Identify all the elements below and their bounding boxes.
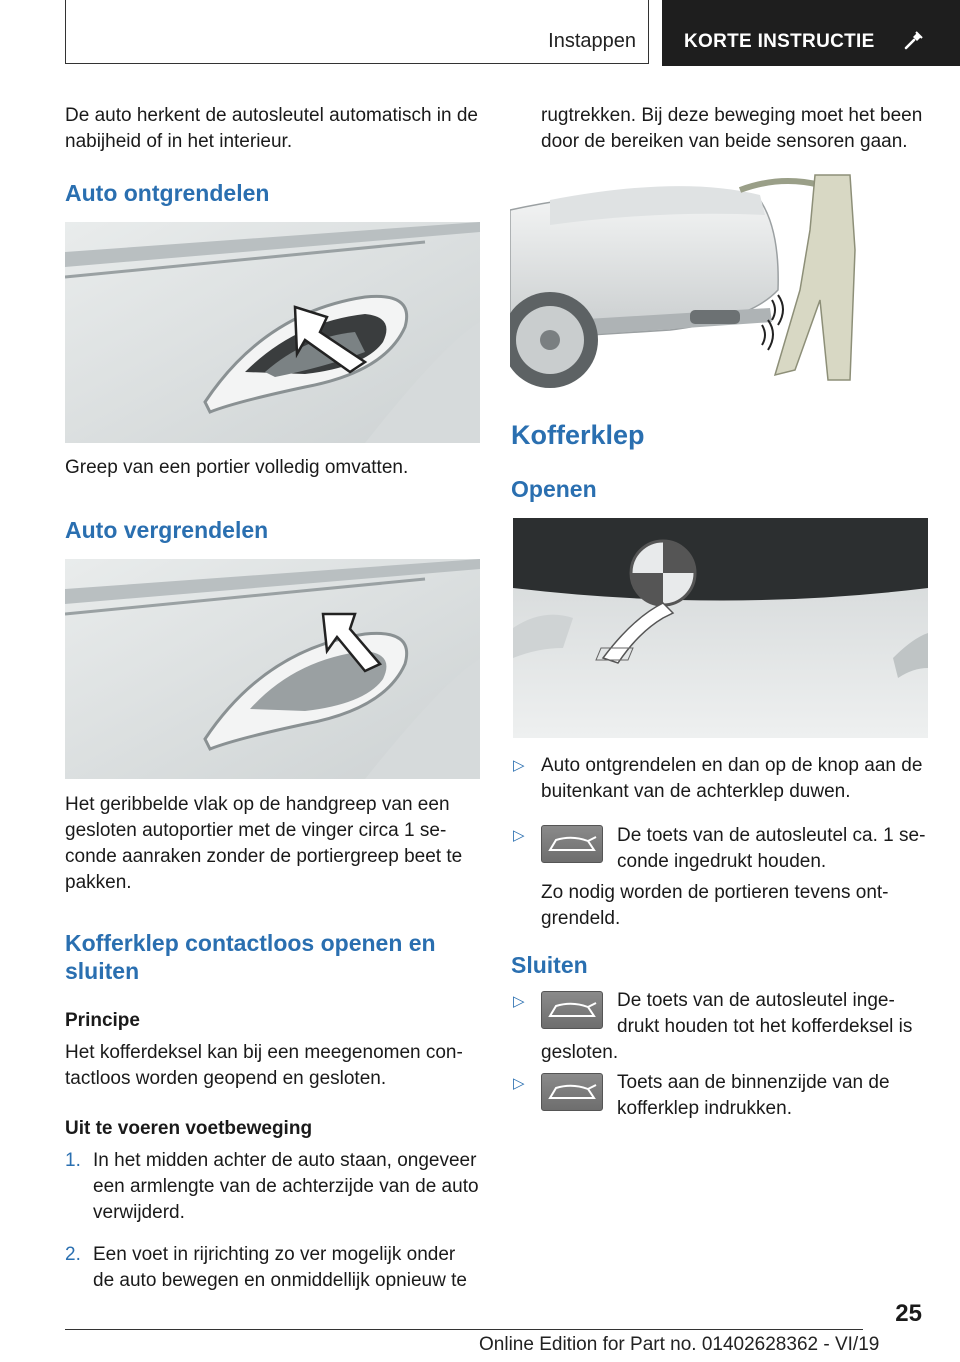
door-handle-lock-image — [65, 559, 480, 779]
close-step-text-cont: gesloten. — [541, 1042, 619, 1063]
triangle-bullet-icon: ▷ — [513, 1075, 525, 1092]
chapter-tab-label: KORTE INSTRUCTIE — [684, 31, 875, 52]
trunk-heading: Kofferklep — [511, 420, 645, 450]
car-trunk-key-icon — [541, 825, 603, 863]
lock-heading: Auto vergrendelen — [65, 517, 269, 543]
step-list — [65, 1148, 485, 1302]
door-handle-unlock-image — [65, 222, 480, 443]
close-heading: Sluiten — [511, 952, 588, 978]
unlock-heading: Auto ontgrendelen — [65, 180, 270, 206]
section-title: Instappen — [548, 30, 636, 52]
continued-text: rugtrekken. Bij deze beweging moet het been door de bereiken van beide sensoren gaan. — [541, 105, 923, 152]
chapter-tab[interactable] — [662, 0, 960, 66]
step-text: In het midden achter de auto staan, ongeveer een armlengte van de achterzijde van de auto verwijderd. — [93, 1150, 479, 1223]
open-step-text: Auto ontgrendelen en dan op de knop aan de buitenkant van de achterklep duwen. — [541, 755, 923, 802]
intro-text: De auto herkent de autosleutel automatisch in de nabijheid of in het interieur. — [65, 105, 478, 152]
unlock-caption: Greep van een portier volledig omvatten. — [65, 457, 409, 478]
principle-text: Het kofferdeksel kan bij een meegenomen contactloos worden geopend en gesloten. — [65, 1042, 463, 1089]
close-step-text: De toets van de autosleutel ingedrukt houden tot het kofferdeksel is — [617, 990, 913, 1037]
close-step-text: Toets aan de binnenzijde van de kofferklep indrukken. — [617, 1072, 890, 1119]
wrench-icon — [902, 28, 926, 52]
open-heading: Openen — [511, 476, 597, 502]
foot-movement-heading: Uit te voeren voetbeweging — [65, 1118, 313, 1139]
page-number: 25 — [895, 1300, 922, 1327]
open-step-text: De toets van de autosleutel ca. 1 seconde ingedrukt houden. — [617, 825, 926, 872]
contactless-heading: Kofferklep contactloos openen en sluiten — [65, 930, 436, 984]
edition-text: Online Edition for Part no. 01402628362 - VI/19 — [479, 1334, 880, 1355]
step-text: Een voet in rijrichting zo ver mogelijk onder de auto bewegen en onmiddellijk opnieuw te — [93, 1244, 467, 1291]
car-trunk-key-icon — [541, 991, 603, 1029]
list-item — [65, 1148, 485, 1242]
list-item — [65, 1242, 485, 1302]
lock-text: Het geribbelde vlak op de handgreep van een gesloten autoportier met de vinger circa 1 seconde aanraken zonder de portiergreep beet te pakken. — [65, 794, 463, 893]
triangle-bullet-icon: ▷ — [513, 993, 525, 1010]
triangle-bullet-icon: ▷ — [513, 827, 525, 844]
trunk-button-image — [513, 518, 928, 738]
car-trunk-key-icon — [541, 1073, 603, 1111]
principle-heading: Principe — [65, 1010, 140, 1031]
open-note: Zo nodig worden de portieren tevens ontgrendeld. — [541, 882, 889, 929]
step-number: 1. — [65, 1150, 81, 1171]
close-steps — [513, 988, 928, 1128]
step-number: 2. — [65, 1244, 81, 1265]
foot-gesture-image — [510, 170, 863, 388]
footer-divider — [65, 1329, 863, 1330]
triangle-bullet-icon: ▷ — [513, 757, 525, 774]
